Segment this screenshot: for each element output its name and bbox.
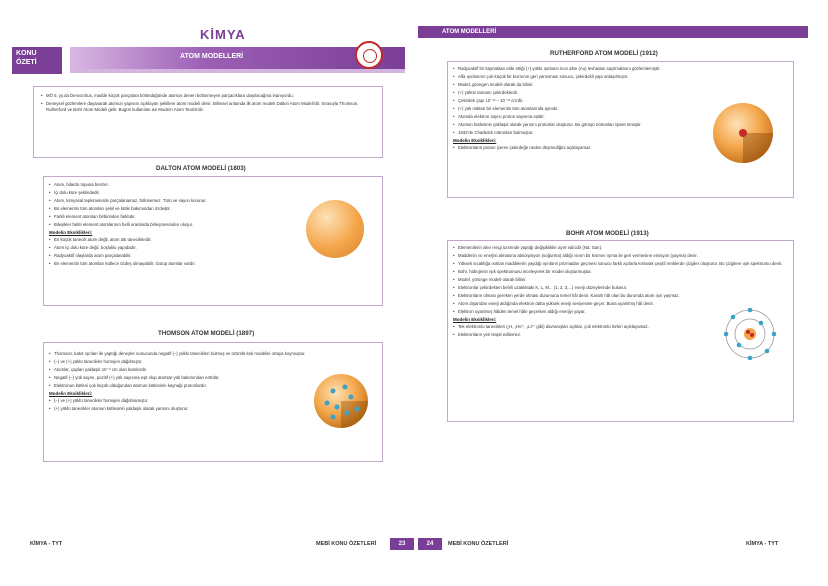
thomson-deficiency-list bbox=[48, 398, 348, 412]
list-item: • (–) ve (+) yüklü tanecikler homojen dağılmamıştır. bbox=[48, 398, 348, 404]
list-item: • Elektronların proton içeren çekirdeğe neden düşmediğini açıklayamaz. bbox=[452, 145, 772, 151]
footer-left: KİMYA - TYT bbox=[30, 541, 63, 547]
list-item: • Atom, bilardo topuna benzer. bbox=[48, 182, 303, 188]
dalton-list bbox=[48, 182, 303, 228]
list-item: • Thomson, katot ışınları ile yaptığı deneyler sonucunda negatif (–) yüklü tanecikleri bulmuş ve üzümlü kek modelini ortaya koymuştur. bbox=[48, 351, 310, 357]
list-item: • Elektronların olması gereken yerde olması durumuna temel hâl denir. Kararlı hâl olan bu durumda atom ışın yaymaz. bbox=[452, 293, 718, 299]
footer-title: MEBİ KONU ÖZETLERİ bbox=[316, 541, 377, 547]
list-item: • (–) ve (+) yüklü tanecikler homojen dağılmıştır. bbox=[48, 359, 310, 365]
bohr-deficiency-title: Modelin Eksiklikleri: bbox=[453, 316, 497, 322]
list-item: • İçi dolu küre şeklindedir. bbox=[48, 190, 303, 196]
thomson-plum-pudding-icon bbox=[313, 373, 369, 429]
list-item: • Radyoaktif olaylarda atom parçalanabilir. bbox=[48, 253, 348, 259]
list-item: • Maddenin ısı enerjisi almasına absorpsiyon (soğurma) aldığı ısının bir kısmını ışıma ile geri vermesine emisyon (yayma) denir. bbox=[452, 253, 789, 259]
rutherford-list bbox=[452, 66, 707, 135]
dalton-deficiency-list bbox=[48, 237, 348, 267]
list-item: • En küçük tanecik atom değil, atom altı taneciklerdir. bbox=[48, 237, 348, 243]
page-number: 23 bbox=[390, 538, 414, 550]
list-item: • Deneysel gözlemlere dayanarak atomun yapısını açıklayan şekillere atom modeli denir. Bilimsel anlamda ilk atom modeli Dalton Atom Modeli'dir. Sırasıyla Thomson, Rutherford ve Bohr Atom Modeli gelir. Bugün kullanılan ise Modern Atom Teorisi'dir. bbox=[40, 101, 376, 112]
konu-ozeti-tab: KONU ÖZETİ bbox=[12, 47, 62, 74]
list-item: • Çekirdek çapı 10⁻¹² – 10⁻¹³ cm'dir. bbox=[452, 98, 707, 104]
list-item: • Alfa ışınlarının çok küçük bir kısmının geri yansıması sonucu, çekirdekli yapı anlaşılmıştır. bbox=[452, 74, 707, 80]
footer-right: KİMYA - TYT bbox=[746, 541, 779, 547]
banner-stripe bbox=[70, 69, 405, 73]
list-item: • Negatif (–) yük sayısı, pozitif (+) yük sayısına eşit olup atomlar yük bakımından nötrdür. bbox=[48, 375, 310, 381]
thomson-deficiency-title: Modelin Eksiklikleri: bbox=[49, 390, 93, 396]
list-item: • Atomlar, çapları yaklaşık 10⁻⁸ cm olan kürelerdir. bbox=[48, 367, 310, 373]
rutherford-deficiency-title: Modelin Eksiklikleri: bbox=[453, 137, 497, 143]
list-item: • Bohr, hidrojenin ışık spektrumunu inceleyerek bir model oluşturmuştur. bbox=[452, 269, 718, 275]
list-item: • Bileşikler farklı element atomlarının belli oranlarda birleşmesinden oluşur. bbox=[48, 222, 303, 228]
list-item: • (+) yükün tamamı çekirdektedir. bbox=[452, 90, 707, 96]
list-item: • Atom içi dolu küre değil, boşluklu yapıdadır. bbox=[48, 245, 348, 251]
list-item: • Bir elementin tüm atomları kütlece özdeş olmayabilir. İzotop atomlar vardır. bbox=[48, 261, 348, 267]
rutherford-title: RUTHERFORD ATOM MODELİ (1912) bbox=[550, 50, 658, 57]
list-item: • Tek elektronlu tanecikleri (₁H, ₂He⁺, ₃Li²⁺ gibi) davranışları açıklar, çok elektronlu türleri açıklayamaz. bbox=[452, 324, 789, 330]
list-item: • (+) yüklü tanecikler atomun kütlesinin yaklaşık olarak yarısını oluşturur. bbox=[48, 406, 348, 412]
list-item: • Atom dışarıdan enerji aldığında elektron daha yüksek enerji seviyesine geçer. Buna uyarılmış hâl denir. bbox=[452, 301, 718, 307]
list-item: • 1932'de Chadwick nötronları bulmuştur. bbox=[452, 130, 707, 136]
list-item: • Atomun kütlesinin yaklaşık olarak yarısını protonlar oluşturur. Bu görüşü nötronları işaret etmiştir. bbox=[452, 122, 707, 128]
dalton-deficiency-title: Modelin Eksiklikleri: bbox=[49, 229, 93, 235]
list-item: • (+) yük miktarı bir elementin tüm atomlarında aynıdır. bbox=[452, 106, 707, 112]
bohr-orbit-icon bbox=[724, 308, 776, 360]
intro-box bbox=[33, 86, 383, 158]
list-item: • Model, gezegen modeli olarak da bilinir. bbox=[452, 82, 707, 88]
page-number: 24 bbox=[418, 538, 442, 550]
list-item: • Model, yörünge modeli olarak bilinir. bbox=[452, 277, 718, 283]
list-item: • Bir elementin tüm atomları şekil ve kütle bakımından özdeştir. bbox=[48, 206, 303, 212]
list-item: • Elektronların yeri tespit edilemez. bbox=[452, 332, 789, 338]
dalton-sphere-icon bbox=[306, 200, 364, 258]
brand-title: KİMYA bbox=[200, 27, 246, 42]
list-item: • Atom, kimyasal tepkimelerde parçalanamaz, bölünemez. Türü ve sayısı korunur. bbox=[48, 198, 303, 204]
bohr-title: BOHR ATOM MODELİ (1913) bbox=[566, 230, 649, 237]
right-page-header: ATOM MODELLERİ bbox=[418, 26, 808, 38]
list-item: • Radyoaktif bir kaynaktan elde ettiği (+) yüklü ışınların ince altın (Au) levhadan saçılmalarını gözlemlemiştir. bbox=[452, 66, 778, 72]
dalton-title: DALTON ATOM MODELİ (1803) bbox=[156, 165, 246, 172]
bohr-list bbox=[452, 245, 789, 314]
thomson-list bbox=[48, 351, 310, 389]
intro-list bbox=[40, 93, 376, 112]
thomson-title: THOMSON ATOM MODELİ (1897) bbox=[158, 330, 255, 337]
list-item: • Elektronlar çekirdekten belirli uzaklıktaki K, L, M... (1, 2, 3,...) enerji düzeylerinde bulunur. bbox=[452, 285, 718, 291]
rutherford-nucleus-icon bbox=[712, 102, 774, 164]
ministry-logo-icon bbox=[355, 41, 383, 69]
list-item: • MÖ 5. yy.da Democritus, madde küçük parçalara bölündüğünde atomos denen bölünmeyen parçacıklara ulaşılacağına inanıyordu. bbox=[40, 93, 376, 99]
list-item: • Elektronun kütlesi çok küçük olduğundan atomun kütlesinin kaynağı protonlardır. bbox=[48, 383, 310, 389]
list-item: • Atomda elektron sayısı proton sayısına eşittir. bbox=[452, 114, 707, 120]
list-item: • Elektron uyarılmış hâlden temel hâle geçerken aldığı enerjiyi yayar. bbox=[452, 309, 718, 315]
list-item: • Farklı element atomları birbirinden farklıdır. bbox=[48, 214, 303, 220]
list-item: • Elementlerin alev rengi üzerinde yaptığı değişiklikler ayırt edicidir (Na: Sarı). bbox=[452, 245, 789, 251]
list-item: • Yüksek sıcaklığa ısıtılan maddelerin yaydığı ışınların prizmadan geçmesi sonucu farklı açılarla kırılarak çeşitli renklerde çizgiler oluşturur. Bu çizgilere ışık spektrumu denir. bbox=[452, 261, 789, 267]
banner-title: ATOM MODELLERİ bbox=[180, 53, 244, 60]
footer-title: MEBİ KONU ÖZETLERİ bbox=[448, 541, 509, 547]
